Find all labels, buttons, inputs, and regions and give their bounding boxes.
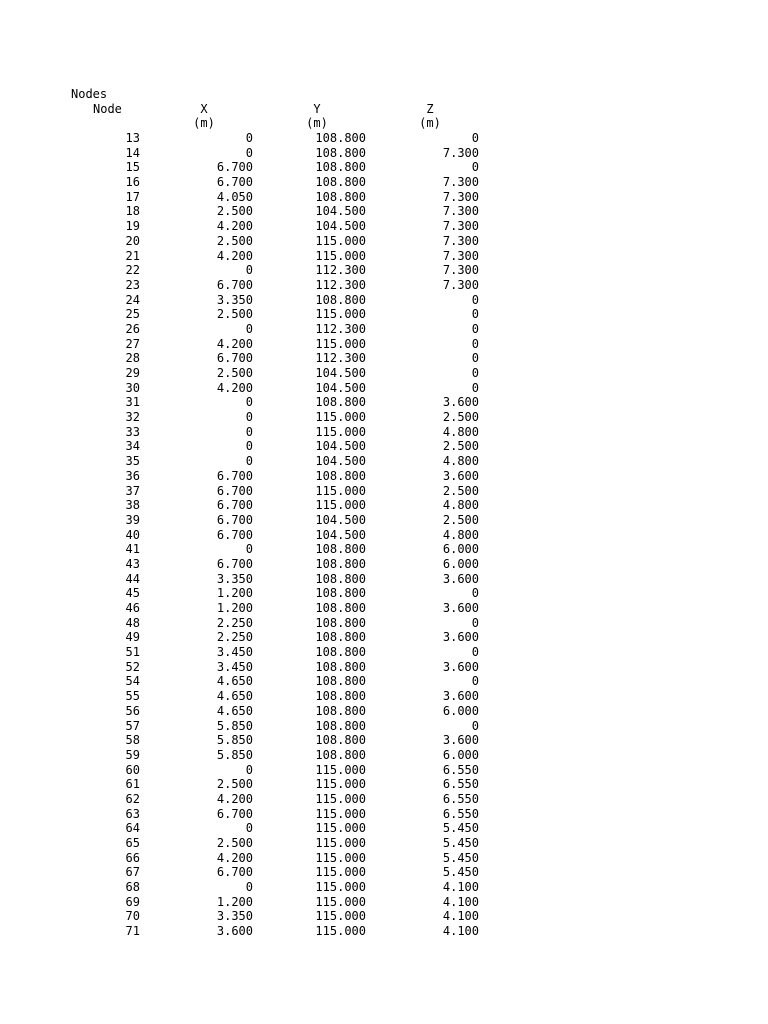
z-coordinate-cell: 3.600 (442, 659, 479, 674)
table-row (0, 792, 768, 807)
node-id-cell: 30 (125, 380, 140, 395)
z-coordinate-cell: 7.300 (442, 204, 479, 219)
x-coordinate-cell: 0 (245, 821, 253, 836)
table-row (0, 924, 768, 939)
y-coordinate-cell: 104.500 (315, 527, 366, 542)
node-id-cell: 56 (125, 703, 140, 718)
node-id-cell: 46 (125, 601, 140, 615)
y-coordinate-cell: 115.000 (315, 821, 366, 836)
node-id-cell: 22 (125, 263, 140, 278)
y-coordinate-cell: 115.000 (315, 498, 366, 513)
node-id-cell: 17 (125, 189, 140, 204)
node-id-cell: 23 (125, 277, 140, 292)
y-coordinate-cell: 108.800 (315, 747, 366, 762)
x-coordinate-cell: 0 (245, 880, 253, 895)
y-coordinate-cell: 108.800 (315, 571, 366, 586)
z-coordinate-cell: 7.300 (442, 248, 479, 263)
x-coordinate-cell: 4.650 (216, 674, 253, 689)
node-id-cell: 51 (125, 645, 140, 660)
node-id-cell: 70 (125, 909, 140, 924)
y-coordinate-cell: 108.800 (315, 630, 366, 645)
node-id-cell: 36 (125, 468, 140, 483)
z-coordinate-cell: 0 (471, 307, 479, 322)
y-coordinate-cell: 115.000 (315, 836, 366, 850)
x-coordinate-cell: 6.700 (216, 512, 253, 527)
node-id-cell: 63 (125, 806, 140, 821)
z-coordinate-cell: 0 (471, 645, 479, 660)
x-coordinate-cell: 6.700 (216, 468, 253, 483)
y-coordinate-cell: 115.000 (315, 336, 366, 351)
y-coordinate-cell: 112.300 (315, 351, 366, 366)
node-id-cell: 62 (125, 791, 140, 806)
x-coordinate-cell: 1.200 (216, 894, 253, 909)
node-id-cell: 25 (125, 307, 140, 322)
x-coordinate-cell: 3.450 (216, 659, 253, 674)
y-coordinate-cell: 115.000 (315, 233, 366, 248)
y-coordinate-cell: 108.800 (315, 615, 366, 630)
x-coordinate-cell: 6.700 (216, 806, 253, 821)
node-id-cell: 16 (125, 175, 140, 190)
y-coordinate-cell: 115.000 (315, 894, 366, 909)
table-row (0, 146, 768, 161)
table-row (0, 278, 768, 293)
table-row (0, 293, 768, 308)
z-coordinate-cell: 7.300 (442, 189, 479, 204)
y-coordinate-cell: 115.000 (315, 762, 366, 777)
node-id-cell: 71 (125, 924, 140, 939)
table-row (0, 439, 768, 454)
z-coordinate-cell: 3.600 (442, 733, 479, 748)
node-id-cell: 35 (125, 454, 140, 469)
node-id-cell: 21 (125, 248, 140, 263)
table-row (0, 249, 768, 264)
y-coordinate-cell: 108.800 (315, 659, 366, 674)
table-row (0, 630, 768, 645)
y-coordinate-cell: 115.000 (315, 424, 366, 439)
y-coordinate-cell: 104.500 (315, 454, 366, 469)
table-row (0, 733, 768, 748)
table-row (0, 528, 768, 543)
x-coordinate-cell: 0 (245, 145, 253, 160)
node-id-cell: 19 (125, 219, 140, 234)
table-row (0, 381, 768, 396)
y-coordinate-cell: 108.800 (315, 145, 366, 160)
z-coordinate-cell: 3.600 (442, 630, 479, 645)
y-coordinate-cell: 108.800 (315, 131, 366, 145)
node-id-cell: 33 (125, 424, 140, 439)
table-row (0, 366, 768, 381)
node-id-cell: 24 (125, 292, 140, 307)
y-coordinate-cell: 108.800 (315, 645, 366, 660)
y-coordinate-cell: 112.300 (315, 321, 366, 336)
z-coordinate-cell: 4.800 (442, 498, 479, 513)
x-coordinate-cell: 4.200 (216, 850, 253, 865)
z-coordinate-cell: 2.500 (442, 439, 479, 454)
table-row (0, 660, 768, 675)
y-coordinate-cell: 108.800 (315, 542, 366, 557)
table-row (0, 851, 768, 866)
y-coordinate-cell: 115.000 (315, 791, 366, 806)
z-coordinate-cell: 4.100 (442, 924, 479, 939)
z-coordinate-cell: 0 (471, 718, 479, 733)
table-row (0, 689, 768, 704)
x-coordinate-cell: 4.200 (216, 248, 253, 263)
column-unit-x: (m) (193, 116, 215, 130)
x-coordinate-cell: 6.700 (216, 498, 253, 513)
z-coordinate-cell: 3.600 (442, 601, 479, 615)
x-coordinate-cell: 4.650 (216, 703, 253, 718)
x-coordinate-cell: 3.350 (216, 909, 253, 924)
x-coordinate-cell: 6.700 (216, 483, 253, 498)
z-coordinate-cell: 6.000 (442, 747, 479, 762)
x-coordinate-cell: 0 (245, 321, 253, 336)
x-coordinate-cell: 4.200 (216, 380, 253, 395)
x-coordinate-cell: 2.500 (216, 307, 253, 322)
node-id-cell: 48 (125, 615, 140, 630)
node-id-cell: 64 (125, 821, 140, 836)
node-id-cell: 26 (125, 321, 140, 336)
z-coordinate-cell: 6.550 (442, 791, 479, 806)
x-coordinate-cell: 2.500 (216, 233, 253, 248)
y-coordinate-cell: 115.000 (315, 307, 366, 322)
y-coordinate-cell: 104.500 (315, 380, 366, 395)
y-coordinate-cell: 104.500 (315, 512, 366, 527)
y-coordinate-cell: 115.000 (315, 924, 366, 939)
node-id-cell: 29 (125, 366, 140, 380)
node-id-cell: 49 (125, 630, 140, 645)
y-coordinate-cell: 108.800 (315, 733, 366, 748)
y-coordinate-cell: 108.800 (315, 556, 366, 571)
x-coordinate-cell: 4.650 (216, 689, 253, 704)
table-row (0, 542, 768, 557)
x-coordinate-cell: 3.600 (216, 924, 253, 939)
x-coordinate-cell: 0 (245, 542, 253, 557)
y-coordinate-cell: 104.500 (315, 204, 366, 219)
z-coordinate-cell: 4.800 (442, 454, 479, 469)
y-coordinate-cell: 115.000 (315, 806, 366, 821)
x-coordinate-cell: 2.500 (216, 777, 253, 792)
node-id-cell: 15 (125, 160, 140, 175)
node-id-cell: 55 (125, 689, 140, 704)
node-id-cell: 57 (125, 718, 140, 733)
node-id-cell: 68 (125, 880, 140, 895)
x-coordinate-cell: 0 (245, 395, 253, 410)
table-row (0, 865, 768, 880)
table-row (0, 880, 768, 895)
z-coordinate-cell: 0 (471, 160, 479, 175)
table-row (0, 454, 768, 469)
z-coordinate-cell: 7.300 (442, 145, 479, 160)
table-row (0, 748, 768, 763)
y-coordinate-cell: 104.500 (315, 366, 366, 380)
z-coordinate-cell: 5.450 (442, 850, 479, 865)
table-row (0, 719, 768, 734)
node-id-cell: 59 (125, 747, 140, 762)
node-id-cell: 43 (125, 556, 140, 571)
y-coordinate-cell: 108.800 (315, 292, 366, 307)
table-row (0, 131, 768, 146)
node-id-cell: 69 (125, 894, 140, 909)
node-id-cell: 13 (125, 131, 140, 145)
x-coordinate-cell: 0 (245, 263, 253, 278)
y-coordinate-cell: 115.000 (315, 850, 366, 865)
table-row (0, 821, 768, 836)
x-coordinate-cell: 6.700 (216, 277, 253, 292)
node-id-cell: 40 (125, 527, 140, 542)
y-coordinate-cell: 104.500 (315, 219, 366, 234)
x-coordinate-cell: 2.500 (216, 204, 253, 219)
node-id-cell: 65 (125, 836, 140, 850)
column-header-z: Z (426, 102, 434, 116)
table-row (0, 175, 768, 190)
table-row (0, 190, 768, 205)
column-header-y: Y (313, 102, 321, 116)
z-coordinate-cell: 0 (471, 351, 479, 366)
x-coordinate-cell: 2.500 (216, 366, 253, 380)
node-id-cell: 14 (125, 145, 140, 160)
x-coordinate-cell: 3.350 (216, 292, 253, 307)
y-coordinate-cell: 115.000 (315, 777, 366, 792)
x-coordinate-cell: 6.700 (216, 556, 253, 571)
z-coordinate-cell: 0 (471, 586, 479, 601)
table-row (0, 704, 768, 719)
table-row (0, 601, 768, 616)
table-row (0, 410, 768, 425)
z-coordinate-cell: 2.500 (442, 483, 479, 498)
y-coordinate-cell: 115.000 (315, 880, 366, 895)
node-id-cell: 31 (125, 395, 140, 410)
y-coordinate-cell: 115.000 (315, 865, 366, 880)
y-coordinate-cell: 108.800 (315, 160, 366, 175)
node-id-cell: 45 (125, 586, 140, 601)
table-row (0, 160, 768, 175)
z-coordinate-cell: 4.100 (442, 894, 479, 909)
table-row (0, 337, 768, 352)
z-coordinate-cell: 0 (471, 674, 479, 689)
x-coordinate-cell: 6.700 (216, 175, 253, 190)
x-coordinate-cell: 1.200 (216, 586, 253, 601)
y-coordinate-cell: 108.800 (315, 586, 366, 601)
z-coordinate-cell: 6.000 (442, 703, 479, 718)
z-coordinate-cell: 5.450 (442, 836, 479, 850)
z-coordinate-cell: 0 (471, 366, 479, 380)
x-coordinate-cell: 6.700 (216, 160, 253, 175)
z-coordinate-cell: 5.450 (442, 865, 479, 880)
x-coordinate-cell: 6.700 (216, 351, 253, 366)
node-id-cell: 44 (125, 571, 140, 586)
node-id-cell: 54 (125, 674, 140, 689)
z-coordinate-cell: 7.300 (442, 263, 479, 278)
column-unit-y: (m) (306, 116, 328, 130)
table-row (0, 807, 768, 822)
x-coordinate-cell: 0 (245, 424, 253, 439)
z-coordinate-cell: 6.550 (442, 777, 479, 792)
y-coordinate-cell: 115.000 (315, 909, 366, 924)
table-row (0, 645, 768, 660)
y-coordinate-cell: 112.300 (315, 277, 366, 292)
y-coordinate-cell: 108.800 (315, 718, 366, 733)
node-id-cell: 61 (125, 777, 140, 792)
z-coordinate-cell: 0 (471, 336, 479, 351)
table-row (0, 351, 768, 366)
table-row (0, 909, 768, 924)
table-row (0, 557, 768, 572)
column-header-node: Node (93, 102, 122, 116)
x-coordinate-cell: 4.050 (216, 189, 253, 204)
node-id-cell: 20 (125, 233, 140, 248)
y-coordinate-cell: 108.800 (315, 674, 366, 689)
node-id-cell: 60 (125, 762, 140, 777)
node-id-cell: 32 (125, 410, 140, 425)
x-coordinate-cell: 1.200 (216, 601, 253, 615)
z-coordinate-cell: 4.100 (442, 880, 479, 895)
table-row (0, 836, 768, 851)
z-coordinate-cell: 0 (471, 292, 479, 307)
table-row (0, 498, 768, 513)
x-coordinate-cell: 4.200 (216, 791, 253, 806)
y-coordinate-cell: 115.000 (315, 248, 366, 263)
z-coordinate-cell: 3.600 (442, 395, 479, 410)
node-id-cell: 38 (125, 498, 140, 513)
y-coordinate-cell: 108.800 (315, 189, 366, 204)
z-coordinate-cell: 7.300 (442, 175, 479, 190)
table-row (0, 895, 768, 910)
y-coordinate-cell: 115.000 (315, 483, 366, 498)
x-coordinate-cell: 0 (245, 454, 253, 469)
table-row (0, 425, 768, 440)
node-id-cell: 52 (125, 659, 140, 674)
table-row (0, 307, 768, 322)
z-coordinate-cell: 7.300 (442, 233, 479, 248)
y-coordinate-cell: 108.800 (315, 689, 366, 704)
table-row (0, 763, 768, 778)
z-coordinate-cell: 0 (471, 615, 479, 630)
table-row (0, 322, 768, 337)
section-title: Nodes (71, 87, 108, 101)
z-coordinate-cell: 7.300 (442, 219, 479, 234)
z-coordinate-cell: 4.800 (442, 527, 479, 542)
z-coordinate-cell: 3.600 (442, 468, 479, 483)
table-row (0, 469, 768, 484)
table-row (0, 616, 768, 631)
table-row (0, 572, 768, 587)
node-id-cell: 18 (125, 204, 140, 219)
table-row (0, 219, 768, 234)
y-coordinate-cell: 104.500 (315, 439, 366, 454)
z-coordinate-cell: 0 (471, 321, 479, 336)
x-coordinate-cell: 3.450 (216, 645, 253, 660)
table-row (0, 674, 768, 689)
x-coordinate-cell: 0 (245, 410, 253, 425)
z-coordinate-cell: 6.550 (442, 762, 479, 777)
x-coordinate-cell: 0 (245, 762, 253, 777)
x-coordinate-cell: 4.200 (216, 219, 253, 234)
z-coordinate-cell: 3.600 (442, 689, 479, 704)
x-coordinate-cell: 3.350 (216, 571, 253, 586)
z-coordinate-cell: 3.600 (442, 571, 479, 586)
x-coordinate-cell: 5.850 (216, 733, 253, 748)
node-id-cell: 41 (125, 542, 140, 557)
z-coordinate-cell: 7.300 (442, 277, 479, 292)
node-id-cell: 39 (125, 512, 140, 527)
z-coordinate-cell: 6.000 (442, 542, 479, 557)
z-coordinate-cell: 4.800 (442, 424, 479, 439)
y-coordinate-cell: 108.800 (315, 468, 366, 483)
column-header-x: X (200, 102, 208, 116)
table-row (0, 513, 768, 528)
x-coordinate-cell: 0 (245, 439, 253, 454)
x-coordinate-cell: 5.850 (216, 718, 253, 733)
x-coordinate-cell: 2.250 (216, 630, 253, 645)
table-row (0, 263, 768, 278)
table-row (0, 204, 768, 219)
z-coordinate-cell: 6.000 (442, 556, 479, 571)
x-coordinate-cell: 2.250 (216, 615, 253, 630)
node-id-cell: 37 (125, 483, 140, 498)
node-id-cell: 27 (125, 336, 140, 351)
y-coordinate-cell: 108.800 (315, 395, 366, 410)
node-id-cell: 28 (125, 351, 140, 366)
x-coordinate-cell: 4.200 (216, 336, 253, 351)
z-coordinate-cell: 6.550 (442, 806, 479, 821)
z-coordinate-cell: 0 (471, 131, 479, 145)
x-coordinate-cell: 6.700 (216, 865, 253, 880)
node-id-cell: 66 (125, 850, 140, 865)
z-coordinate-cell: 2.500 (442, 410, 479, 425)
table-row (0, 234, 768, 249)
x-coordinate-cell: 5.850 (216, 747, 253, 762)
node-id-cell: 58 (125, 733, 140, 748)
y-coordinate-cell: 108.800 (315, 601, 366, 615)
node-id-cell: 34 (125, 439, 140, 454)
y-coordinate-cell: 112.300 (315, 263, 366, 278)
node-id-cell: 67 (125, 865, 140, 880)
x-coordinate-cell: 2.500 (216, 836, 253, 850)
table-row (0, 586, 768, 601)
z-coordinate-cell: 4.100 (442, 909, 479, 924)
table-row (0, 777, 768, 792)
table-row (0, 484, 768, 499)
nodes-table-body (0, 131, 768, 939)
x-coordinate-cell: 0 (245, 131, 253, 145)
z-coordinate-cell: 5.450 (442, 821, 479, 836)
y-coordinate-cell: 108.800 (315, 175, 366, 190)
column-unit-z: (m) (419, 116, 441, 130)
z-coordinate-cell: 0 (471, 380, 479, 395)
z-coordinate-cell: 2.500 (442, 512, 479, 527)
table-row (0, 395, 768, 410)
x-coordinate-cell: 6.700 (216, 527, 253, 542)
y-coordinate-cell: 115.000 (315, 410, 366, 425)
y-coordinate-cell: 108.800 (315, 703, 366, 718)
